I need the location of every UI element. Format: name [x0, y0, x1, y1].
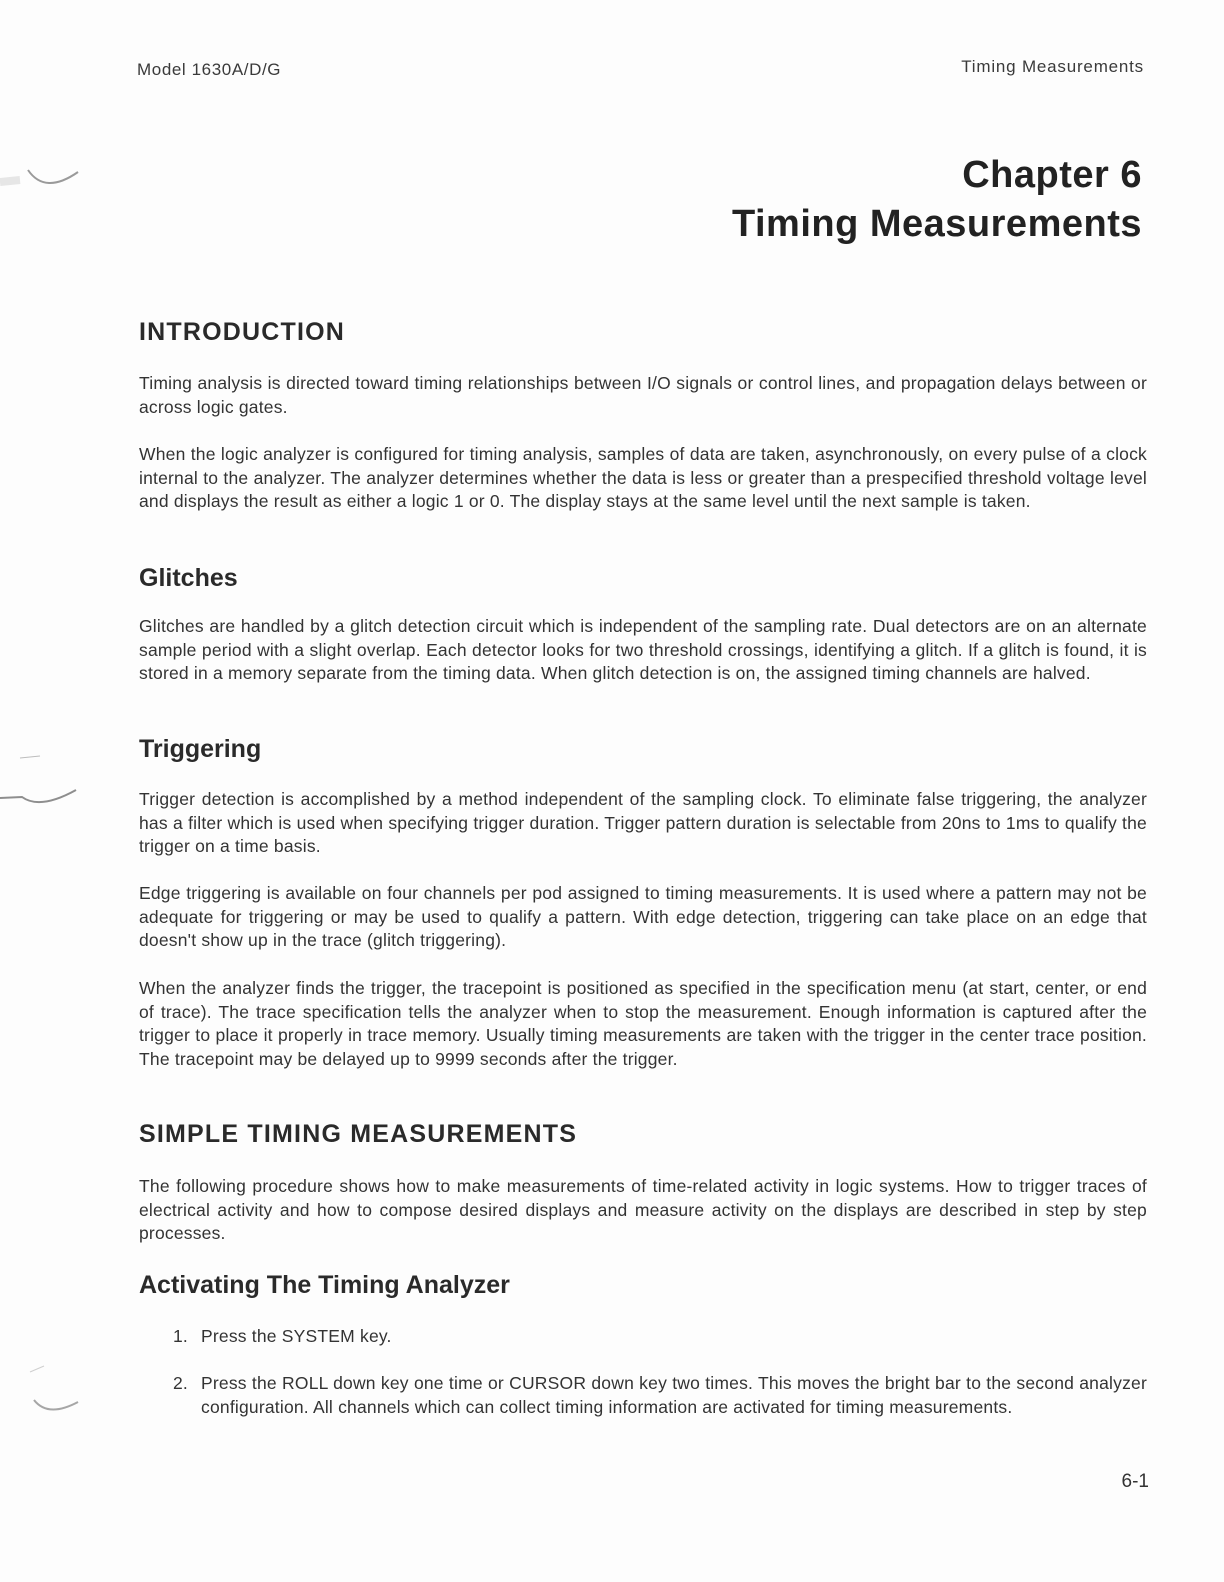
- binder-mark-top: [0, 160, 90, 200]
- page-number: 6-1: [1121, 1471, 1149, 1492]
- paragraph-intro-1: Timing analysis is directed toward timing relationships between I/O signals or control lines, and propagation delays between or across logic gates.: [139, 373, 1147, 417]
- paragraph-simple-timing-1: The following procedure shows how to make measurements of time-related activity in logic systems. How to trigger traces of electrical activity and how to compose desired displays and measure activity on the displays are described in step by step processes.: [139, 1176, 1147, 1243]
- running-header-section: Timing Measurements: [961, 57, 1144, 76]
- chapter-number: Chapter 6: [962, 154, 1142, 196]
- heading-triggering: Triggering: [139, 735, 262, 763]
- heading-simple-timing: SIMPLE TIMING MEASUREMENTS: [139, 1120, 578, 1148]
- step-text: Press the ROLL down key one time or CURSOR down key two times. This moves the bright bar to the second analyzer configuration. All channels which can collect timing information are activated for timing measurements.: [201, 1373, 1147, 1417]
- paragraph-triggering-1: Trigger detection is accomplished by a method independent of the sampling clock. To eliminate false triggering, the analyzer has a filter which is used when specifying trigger duration. Trigger pattern duration is selectable from 20ns to 1ms to qualify the trigger on a time basis.: [139, 789, 1147, 856]
- list-item: [173, 1372, 1147, 1419]
- paragraph-intro-2: When the logic analyzer is configured for timing analysis, samples of data are taken, asynchronously, on every pulse of a clock internal to the analyzer. The analyzer determines whether the data is less or greater than a prespecified threshold voltage level and displays the result as either a logic 1 or 0. The display stays at the same level until the next sample is taken.: [139, 444, 1147, 511]
- chapter-title: Timing Measurements: [731, 203, 1142, 245]
- step-number: 2.: [173, 1373, 188, 1393]
- binder-mark-bottom: [0, 1362, 90, 1422]
- list-item: [173, 1325, 1147, 1349]
- paragraph-glitches-1: Glitches are handled by a glitch detection circuit which is independent of the sampling rate. Dual detectors are on an alternate sample period with a slight overlap. Each detector looks for two threshold crossings, identifying a glitch. If a glitch is found, it is stored in a memory separate from the timing data. When glitch detection is on, the assigned timing channels are halved.: [139, 616, 1147, 683]
- binder-mark-middle: [0, 750, 90, 810]
- paragraph-triggering-3: When the analyzer finds the trigger, the tracepoint is positioned as specified in the specification menu (at start, center, or end of trace). The trace specification tells the analyzer when to stop the measurement. Enough information is captured after the trigger to place it properly in trace memory. Usually timing measurements are taken with the trigger in the center trace position. The tracepoint may be delayed up to 9999 seconds after the trigger.: [139, 978, 1147, 1069]
- heading-activating: Activating The Timing Analyzer: [139, 1271, 510, 1299]
- step-text: Press the SYSTEM key.: [201, 1326, 392, 1346]
- step-number: 1.: [173, 1326, 188, 1346]
- paragraph-triggering-2: Edge triggering is available on four channels per pod assigned to timing measurements. It is used where a pattern may not be adequate for triggering or may be used to qualify a pattern. With edge detection, triggering can take place on an edge that doesn't show up in the trace (glitch triggering).: [139, 883, 1147, 950]
- running-header-model: Model 1630A/D/G: [137, 60, 282, 79]
- heading-glitches: Glitches: [139, 564, 238, 592]
- chapter-heading: [732, 152, 1142, 250]
- heading-introduction: INTRODUCTION: [139, 318, 346, 346]
